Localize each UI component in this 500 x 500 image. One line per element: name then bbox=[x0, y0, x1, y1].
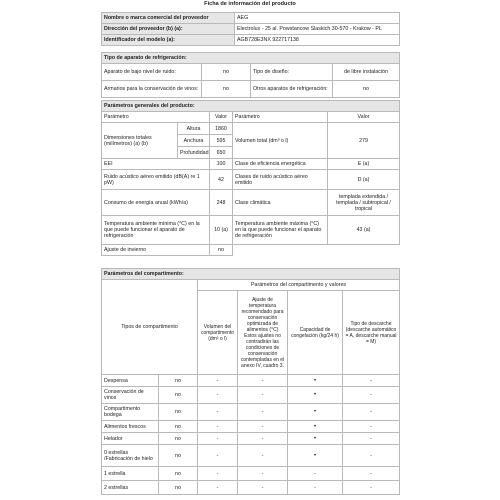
compartment-present: no bbox=[159, 445, 198, 467]
height-value: 1860 bbox=[210, 123, 233, 135]
other-appliance-value: no bbox=[333, 81, 400, 98]
compartment-name: Alimentos frescos bbox=[102, 421, 159, 433]
compartment-defrost: - bbox=[343, 404, 400, 421]
compartment-volume: - bbox=[198, 445, 238, 467]
compartment-name: 2 estrellas bbox=[102, 481, 159, 495]
compartment-freeze: • bbox=[288, 404, 343, 421]
appliance-type-header: Tipo de aparato de refrigeración: bbox=[102, 53, 400, 64]
noise-class-value: D (a) bbox=[328, 170, 400, 190]
compartment-defrost: - bbox=[343, 481, 400, 495]
freeze-col-header: Capacidad de congelación (kg/24 h) bbox=[288, 291, 343, 375]
table-row bbox=[102, 375, 400, 387]
compartment-name: Despensa bbox=[102, 375, 159, 387]
wine-storage-value: no bbox=[202, 81, 251, 98]
depth-value: 650 bbox=[210, 147, 233, 159]
max-temp-value: 43 (a) bbox=[328, 216, 400, 245]
compartment-present: no bbox=[159, 404, 198, 421]
compartment-header: Parámetros del compartimento: bbox=[102, 269, 400, 280]
compartment-temp: - bbox=[238, 481, 288, 495]
compartment-present: no bbox=[159, 433, 198, 445]
compartment-volume: - bbox=[198, 421, 238, 433]
compartment-freeze: • bbox=[288, 433, 343, 445]
compartment-name: Helador bbox=[102, 433, 159, 445]
dimensions-label: Dimensiones totales (milímetros) (a) (b) bbox=[102, 123, 178, 159]
compartment-name: 1 estrella bbox=[102, 467, 159, 481]
compartment-volume: - bbox=[198, 375, 238, 387]
max-temp-label: Temperatura ambiente máxima (°C) en la que puede funcionar el aparato de refrigeración bbox=[233, 216, 328, 245]
wine-storage-label: Armarios para la conservación de vinos: bbox=[102, 81, 202, 98]
other-appliance-label: Otros aparatos de refrigeración: bbox=[251, 81, 333, 98]
compartment-temp: - bbox=[238, 433, 288, 445]
param-col-header: Parámetro bbox=[102, 112, 210, 123]
compartment-freeze: • bbox=[288, 387, 343, 404]
compartment-defrost: - bbox=[343, 421, 400, 433]
supplier-address-label: Dirección del proveedor (b) (a): bbox=[102, 24, 235, 35]
compartment-temp: - bbox=[238, 387, 288, 404]
compartment-freeze: - bbox=[288, 467, 343, 481]
supplier-table bbox=[101, 12, 400, 46]
compartment-types-header: Tipos de compartimento bbox=[102, 280, 198, 375]
compartment-volume: - bbox=[198, 387, 238, 404]
compartment-defrost: - bbox=[343, 433, 400, 445]
compartment-temp: - bbox=[238, 467, 288, 481]
general-params-header: Parámetros generales del producto: bbox=[102, 101, 400, 112]
design-type-label: Tipo de diseño: bbox=[251, 64, 333, 81]
supplier-name-value: AEG bbox=[235, 13, 400, 24]
param-col-header-2: Parámetro bbox=[233, 112, 328, 123]
defrost-col-header: Tipo de descarche (descarche automático = A, descarche manual = M) bbox=[343, 291, 400, 375]
table-row bbox=[102, 445, 400, 467]
total-volume-value: 279 bbox=[328, 123, 400, 159]
compartment-freeze: - bbox=[288, 481, 343, 495]
low-noise-value: no bbox=[202, 64, 251, 81]
eei-label: EEI bbox=[102, 159, 210, 170]
supplier-name-label: Nombre o marca comercial del proveedor bbox=[102, 13, 235, 24]
compartment-defrost: - bbox=[343, 467, 400, 481]
compartment-group-header: Parámetros del compartimento y valores bbox=[198, 280, 400, 291]
annual-energy-label: Consumo de energía anual (kWh/a) bbox=[102, 190, 210, 216]
temp-col-header: Ajuste de temperatura recomendado para conservación optimizada de alimentos (°C) Estos ajustes no contradirán las condiciones de conservación contempladas en el anexo IV, cuadro 3. bbox=[238, 291, 288, 375]
general-params-table bbox=[101, 100, 400, 256]
table-row bbox=[102, 433, 400, 445]
volume-col-header: Volumen del compartimento (dm³ o l) bbox=[198, 291, 238, 375]
compartment-temp: - bbox=[238, 375, 288, 387]
table-row bbox=[102, 467, 400, 481]
table-row bbox=[102, 387, 400, 404]
compartment-temp: - bbox=[238, 404, 288, 421]
compartment-temp: - bbox=[238, 445, 288, 467]
value-col-header: Valor bbox=[210, 112, 233, 123]
compartment-name: Conservación de vinos bbox=[102, 387, 159, 404]
compartment-freeze: • bbox=[288, 445, 343, 467]
height-label: Altura bbox=[178, 123, 210, 135]
compartment-temp: - bbox=[238, 421, 288, 433]
noise-label: Ruido acústico aéreo emitido (dB(A) re 1 pW) bbox=[102, 170, 210, 190]
model-id-label: Identificador del modelo (a): bbox=[102, 35, 235, 46]
design-type-value: de libre instalación bbox=[333, 64, 400, 81]
compartment-name: Compartimento bodega bbox=[102, 404, 159, 421]
energy-class-value: E (a) bbox=[328, 159, 400, 170]
table-row bbox=[102, 404, 400, 421]
depth-label: Profundidad bbox=[178, 147, 210, 159]
compartment-volume: - bbox=[198, 404, 238, 421]
width-value: 595 bbox=[210, 135, 233, 147]
noise-class-label: Clases de ruido acústico aéreo emitido bbox=[233, 170, 328, 190]
low-noise-label: Aparato de bajo nivel de ruido: bbox=[102, 64, 202, 81]
document-title: Ficha de información del producto bbox=[204, 1, 296, 7]
model-id-value: AGB728E3NX 922717138 bbox=[235, 35, 400, 46]
compartment-name: 0 estrellas /Fabricación de hielo bbox=[102, 445, 159, 467]
supplier-address-value: Electrolux - 25 al. Powstancow Slaskich 30-570 - Krakow - PL bbox=[235, 24, 400, 35]
compartment-volume: - bbox=[198, 481, 238, 495]
climate-class-value: templada extendida / templada / subtropical / tropical bbox=[328, 190, 400, 216]
climate-class-label: Clase climática bbox=[233, 190, 328, 216]
winter-setting-value: no bbox=[210, 245, 233, 256]
energy-class-label: Clase de eficiencia energética bbox=[233, 159, 328, 170]
annual-energy-value: 248 bbox=[210, 190, 233, 216]
appliance-type-table bbox=[101, 52, 400, 98]
compartment-table bbox=[101, 268, 400, 495]
compartment-present: no bbox=[159, 375, 198, 387]
compartment-freeze: • bbox=[288, 421, 343, 433]
eei-value: 100 bbox=[210, 159, 233, 170]
winter-setting-label: Ajuste de invierno bbox=[102, 245, 210, 256]
compartment-present: no bbox=[159, 421, 198, 433]
compartment-present: no bbox=[159, 481, 198, 495]
width-label: Anchura bbox=[178, 135, 210, 147]
compartment-defrost: - bbox=[343, 445, 400, 467]
min-temp-value: 10 (a) bbox=[210, 216, 233, 245]
compartment-freeze: • bbox=[288, 375, 343, 387]
table-row bbox=[102, 421, 400, 433]
compartment-defrost: - bbox=[343, 387, 400, 404]
noise-value: 42 bbox=[210, 170, 233, 190]
compartment-defrost: - bbox=[343, 375, 400, 387]
compartment-volume: - bbox=[198, 433, 238, 445]
compartment-volume: - bbox=[198, 467, 238, 481]
table-row bbox=[102, 481, 400, 495]
total-volume-label: Volumen total (dm³ o l) bbox=[233, 123, 328, 159]
compartment-present: no bbox=[159, 387, 198, 404]
min-temp-label: Temperatura ambiente mínima (°C) en la que puede funcionar el aparato de refrigeración bbox=[102, 216, 210, 245]
value-col-header-2: Valor bbox=[328, 112, 400, 123]
compartment-present: no bbox=[159, 467, 198, 481]
